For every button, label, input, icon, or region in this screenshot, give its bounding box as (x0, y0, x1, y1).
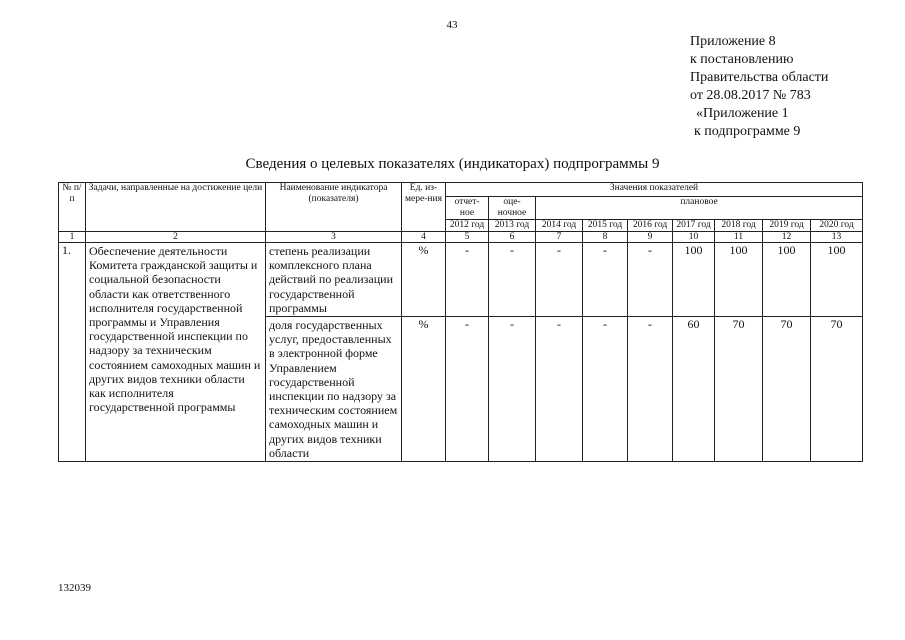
header-year: 2019 год (763, 220, 811, 232)
column-number: 6 (489, 232, 536, 243)
value-cell: - (628, 317, 673, 462)
column-number: 9 (628, 232, 673, 243)
header-planned: плановое (536, 197, 863, 220)
table-row (59, 243, 863, 317)
column-number: 1 (59, 232, 86, 243)
header-year: 2013 год (489, 220, 536, 232)
column-number: 3 (266, 232, 402, 243)
unit-cell: % (402, 317, 446, 462)
header-year: 2020 год (811, 220, 863, 232)
value-cell: 100 (811, 243, 863, 317)
appendix-line: Приложение 8 (690, 34, 776, 49)
appendix-line: от 28.08.2017 № 783 (690, 88, 811, 103)
value-cell: 70 (763, 317, 811, 462)
value-cell: - (489, 317, 536, 462)
header-year: 2018 год (715, 220, 763, 232)
header-report: отчет-ное (446, 197, 489, 220)
appendix-line: «Приложение 1 (696, 106, 789, 121)
column-number: 11 (715, 232, 763, 243)
value-cell: - (446, 317, 489, 462)
appendix-line: Правительства области (690, 70, 829, 85)
column-number: 8 (583, 232, 628, 243)
row-number: 1. (59, 243, 86, 462)
header-row (59, 183, 863, 197)
header-year: 2012 год (446, 220, 489, 232)
header-values: Значения показателей (446, 183, 863, 197)
column-number: 5 (446, 232, 489, 243)
header-indicator: Наименование индикатора (показателя) (266, 183, 402, 232)
value-cell: - (583, 317, 628, 462)
value-cell: - (446, 243, 489, 317)
value-cell: 100 (763, 243, 811, 317)
value-cell: - (536, 317, 583, 462)
value-cell: 100 (673, 243, 715, 317)
header-year: 2014 год (536, 220, 583, 232)
column-number: 4 (402, 232, 446, 243)
value-cell: 70 (715, 317, 763, 462)
header-tasks: Задачи, направленные на достижение цели (86, 183, 266, 232)
value-cell: - (583, 243, 628, 317)
column-number: 13 (811, 232, 863, 243)
column-number: 7 (536, 232, 583, 243)
value-cell: - (489, 243, 536, 317)
indicator-name: степень реализации комплексного плана действий по реализации государственной программы (266, 243, 402, 317)
column-number-row (59, 232, 863, 243)
value-cell: - (628, 243, 673, 317)
page-number: 43 (446, 19, 458, 31)
header-year: 2016 год (628, 220, 673, 232)
footer-code: 132039 (58, 582, 91, 594)
header-year: 2017 год (673, 220, 715, 232)
column-number: 12 (763, 232, 811, 243)
header-estimate: оце-ночное (489, 197, 536, 220)
task-cell: Обеспечение деятельности Комитета гражданской защиты и социальной безопасности области как ответственного исполнителя государственной программы и Управления государственной инспекции по надзору за техническим состоянием самоходных машин и других видов техники области как исполнителя государственной программы (86, 243, 266, 462)
document-title: Сведения о целевых показателях (индикаторах) подпрограммы 9 (245, 156, 660, 172)
value-cell: 70 (811, 317, 863, 462)
column-number: 10 (673, 232, 715, 243)
column-number: 2 (86, 232, 266, 243)
appendix-line: к постановлению (690, 52, 794, 67)
indicators-table (58, 182, 863, 462)
header-unit: Ед. из-мере-ния (402, 183, 446, 232)
header-num: № п/п (59, 183, 86, 232)
appendix-block (690, 33, 828, 141)
header-year: 2015 год (583, 220, 628, 232)
appendix-line: к подпрограмме 9 (694, 124, 801, 139)
value-cell: 100 (715, 243, 763, 317)
value-cell: - (536, 243, 583, 317)
value-cell: 60 (673, 317, 715, 462)
indicator-name: доля государственных услуг, предоставленных в электронной форме Управлением государственной инспекции по надзору за техническим состоянием самоходных машин и других видов техники области (266, 317, 402, 462)
unit-cell: % (402, 243, 446, 317)
